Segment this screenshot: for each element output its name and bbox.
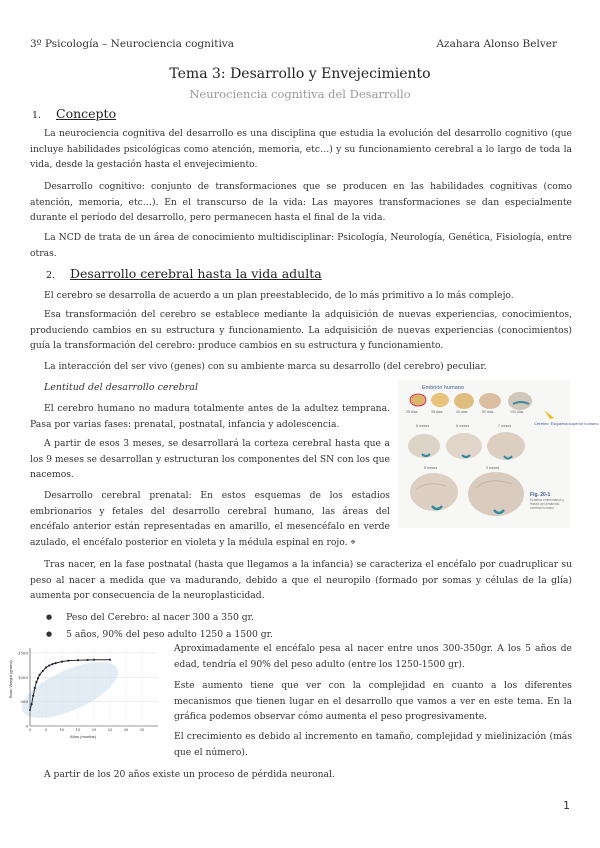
section-number: 1. — [32, 110, 42, 121]
subheading: Lentitud del desarrollo cerebral — [44, 382, 198, 393]
paragraph: La neurociencia cognitiva del desarrollo es una disciplina que estudia la evolución del desarrollo cognitivo (que incluye habilidades psicológicas como atención, memoria, etc…) y su funcionamiento cerebral a lo largo de toda la vida, desde la gestación hasta el envejecimiento. — [30, 128, 572, 171]
chart-xtick-label: 0 — [28, 728, 32, 732]
page-title: Tema 3: Desarrollo y Envejecimiento — [169, 66, 431, 82]
svg-text:Cerebro: Esquema superior huma — [534, 421, 599, 426]
section-heading-2 — [46, 266, 322, 281]
chart-xtick-label: 25 — [107, 728, 113, 732]
paragraph: Tras nacer, en la fase postnatal (hasta que llegamos a la infancia) se caracteriza el encéfalo por cuadruplicar su peso al nacer a medida que va madurando, debido a que el neuropilo (formado por somas y células de la glía) aumenta por consecuencia de la neuroplasticidad. — [30, 559, 572, 602]
brain-development-figure — [398, 380, 599, 528]
chart-ytick-label: 1500 — [17, 650, 28, 656]
chart-xtick-label: 30 — [123, 728, 129, 732]
figure-title: Embrión humano — [422, 385, 464, 391]
header-author: Azahara Alonso Belver — [436, 38, 557, 50]
stage-label: 8 meses — [424, 466, 438, 470]
stage-label: 50 días — [482, 410, 494, 414]
section-heading-1 — [32, 106, 116, 121]
chart-ylabel: Brain Weight (grams) — [8, 660, 13, 698]
stage-label: 9 meses — [486, 466, 500, 470]
chart-xtick-label: 10 — [59, 728, 65, 732]
chart-xtick-label: 20 — [91, 728, 97, 732]
embryo-stage-50 — [479, 393, 501, 409]
figure-callout: Cerebro: Esquema superior humano — [534, 421, 599, 426]
figure-caption-label: Fig. 20-1 — [530, 492, 551, 498]
chart-ytick-label: 500 — [20, 699, 28, 705]
list-item: ● Peso del Cerebro: al nacer 300 a 350 gr. — [46, 609, 273, 626]
page-subtitle: Neurociencia cognitiva del Desarrollo — [189, 87, 411, 101]
section-title: Concepto — [56, 106, 117, 121]
stage-label: 6 meses — [456, 424, 470, 428]
chart-xtick-label: 35 — [139, 728, 145, 732]
paragraph: Esa transformación del cerebro se establece mediante la adquisición de nuevas experiencias, conocimientos, produciendo cambios en su estructura y funcionamiento. La adquisición de nuevas experiencias (conocimientos) guía la transformación del cerebro: produce cambios en su estructura y funcionamiento. — [30, 309, 572, 352]
chart-ytick-label: 1000 — [17, 674, 28, 680]
paragraph: El crecimiento es debido al incremento en tamaño, complejidad y mielinización (más que el número). — [174, 731, 572, 758]
page-number: 1 — [563, 799, 570, 812]
embryo-stage-35 — [431, 393, 449, 407]
stage-label: 25 días — [406, 410, 418, 414]
stage-label: 35 días — [431, 410, 443, 414]
chart-xlabel: Años (months) — [70, 734, 97, 739]
embryo-stage-40 — [454, 393, 474, 409]
paragraph: La NCD de trata de un área de conocimiento multidisciplinar: Psicología, Neurología, Genética, Fisiología, entre otras. — [30, 232, 572, 259]
paragraph: A partir de los 20 años existe un proceso de pérdida neuronal. — [44, 769, 335, 780]
brain-weight-chart — [8, 640, 168, 740]
stage-label: 100 días — [510, 410, 524, 414]
section-number: 2. — [46, 270, 56, 281]
section-title: Desarrollo cerebral hasta la vida adulta — [70, 266, 322, 281]
brain-row-2 — [408, 432, 525, 460]
paragraph: Desarrollo cerebral prenatal: En estos esquemas de los estadios embrionarios y fetales del desarrollo cerebral humano, las áreas del encéfalo anterior están representadas en amarillo, el mesencéfalo en verde azulado, el encéfalo posterior en violeta y la médula espinal en rojo. ⌖ — [30, 490, 390, 548]
paragraph: A partir de esos 3 meses, se desarrollará la corteza cerebral hasta que a los 9 meses se desarrollan y estructuran los componentes del SN con los que nacemos. — [30, 438, 390, 481]
stage-label: 5 meses — [416, 424, 430, 428]
header-course: 3º Psicología – Neurociencia cognitiva — [30, 38, 235, 50]
embryo-stage-100 — [508, 392, 532, 410]
paragraph: Este aumento tiene que ver con la complejidad en cuanto a los diferentes mecanismos que tienen lugar en el desarrollo que vamos a ver en este tema. En la gráfica podemos observar cómo aumenta el peso progresivamente. — [174, 680, 572, 723]
list-item: ● 5 años, 90% del peso adulto 1250 a 1500 gr. — [46, 626, 273, 643]
stage-label: 40 días — [456, 410, 468, 414]
embryo-stage-25 — [410, 394, 426, 406]
paragraph: Desarrollo cognitivo: conjunto de transformaciones que se producen en las habilidades cognitivas (como atención, memoria, etc…). En el transcurso de la vida: Las mayores transformaciones se dan especialmente durante el período del desarrollo, pero permanecen hasta el final de la vida. — [30, 181, 572, 224]
paragraph: El cerebro se desarrolla de acuerdo a un plan preestablecido, de lo más primitivo a lo más complejo. — [44, 290, 514, 301]
paragraph: Aproximadamente el encéfalo pesa al nacer entre unos 300-350gr. A los 5 años de edad, tendría el 90% del peso adulto (entre los 1250-1500 gr). — [174, 643, 572, 670]
chart-xtick-label: 15 — [75, 728, 81, 732]
chart-ytick-label: 0 — [25, 723, 28, 729]
stage-label: 7 meses — [498, 424, 512, 428]
paragraph: La interacción del ser vivo (genes) con su ambiente marca su desarrollo (del cerebro) peculiar. — [44, 361, 487, 372]
paragraph: El cerebro humano no madura totalmente antes de la adultez temprana. Pasa por varias fases: prenatal, postnatal, infancia y adolescencia. — [30, 403, 390, 430]
chart-xtick-label: 5 — [44, 728, 48, 732]
bullet-list — [46, 609, 273, 643]
figure-caption: Estadios embrionarios y fetales del desarrollo cerebral humano — [530, 498, 565, 510]
